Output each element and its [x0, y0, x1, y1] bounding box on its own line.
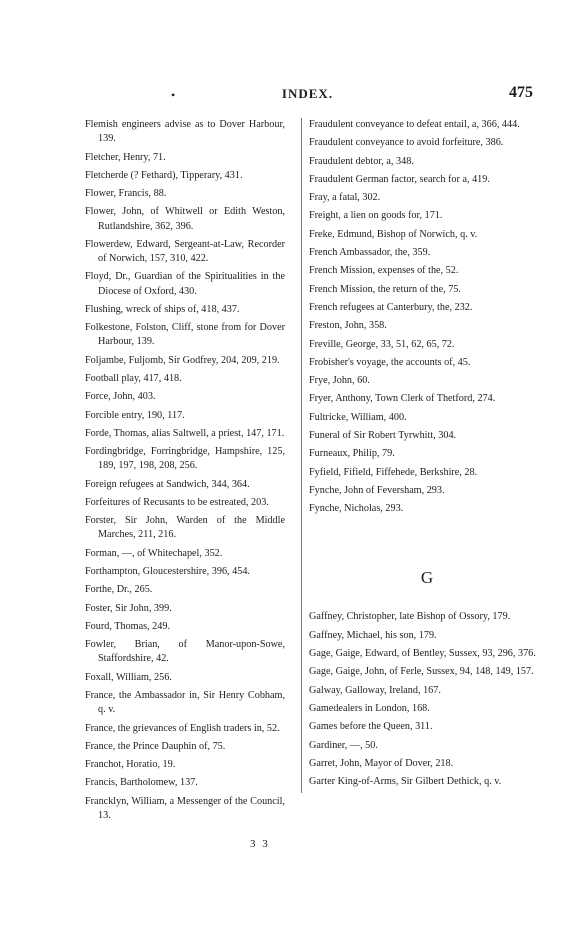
section-letter: G	[420, 568, 434, 588]
index-entry: Fletcher, Henry, 71.	[85, 151, 166, 163]
index-entry: France, the Ambassador in, Sir Henry Cobham, q. v.	[85, 690, 285, 716]
index-entry: Freston, John, 358.	[309, 320, 387, 332]
index-entry: Games before the Queen, 311.	[309, 721, 433, 733]
index-entry: Fray, a fatal, 302.	[309, 192, 381, 204]
index-entry: French Mission, the return of the, 75.	[309, 283, 461, 295]
index-entry: Flower, John, of Whitwell or Edith Weston, Rutlandshire, 362, 396.	[85, 206, 285, 232]
index-entry: Gage, Gaige, Edward, of Bentley, Sussex, 93, 296, 376.	[309, 648, 536, 660]
page-number: 475	[509, 84, 533, 101]
right-column-g-entries	[309, 610, 545, 789]
index-entry: Forfeitures of Recusants to be estreated, 203.	[85, 496, 269, 508]
index-entry: Flushing, wreck of ships of, 418, 437.	[85, 303, 240, 315]
index-entry: Francis, Bartholomew, 137.	[85, 777, 198, 789]
header-dot: •	[171, 88, 176, 102]
index-entry: Forde, Thomas, alias Saltwell, a priest, 147, 171.	[85, 427, 285, 439]
index-entry: Fynche, John of Feversham, 293.	[309, 484, 445, 496]
index-entry: Forthampton, Gloucestershire, 396, 454.	[85, 566, 250, 578]
index-entry: Floyd, Dr., Guardian of the Spiritualities in the Diocese of Oxford, 430.	[85, 271, 285, 297]
index-entry: Forthe, Dr., 265.	[85, 584, 153, 596]
right-column	[301, 118, 545, 793]
right-column-f-entries	[309, 118, 545, 516]
index-entry: Francklyn, William, a Messenger of the Council, 13.	[85, 795, 285, 821]
index-entry: Galway, Galloway, Ireland, 167.	[309, 684, 441, 696]
index-entry: Fowler, Brian, of Manor-upon-Sowe, Staffordshire, 42.	[85, 639, 285, 665]
index-entry: Foster, Sir John, 399.	[85, 602, 172, 614]
index-entry: Fletcherde (? Fethard), Tipperary, 431.	[85, 169, 243, 181]
index-entry: France, the grievances of English traders in, 52.	[85, 722, 280, 734]
left-column	[85, 118, 285, 827]
index-entry: Furneaux, Philip, 79.	[309, 448, 395, 460]
index-entry: Freville, George, 33, 51, 62, 65, 72.	[309, 338, 455, 350]
index-entry: Franchot, Horatio, 19.	[85, 759, 176, 771]
index-entry: Forman, —, of Whitechapel, 352.	[85, 547, 223, 559]
index-entry: Gaffney, Michael, his son, 179.	[309, 629, 437, 641]
index-entry: Fraudulent conveyance to defeat entail, a, 366, 444.	[309, 119, 520, 130]
index-entry: Foxall, William, 256.	[85, 671, 172, 683]
index-entry: Frobisher's voyage, the accounts of, 45.	[309, 356, 471, 368]
index-entry: Forster, Sir John, Warden of the Middle Marches, 211, 216.	[85, 515, 285, 541]
index-entry: French Mission, expenses of the, 52.	[309, 265, 459, 277]
index-entry: Fynche, Nicholas, 293.	[309, 503, 404, 515]
index-entry: Fourd, Thomas, 249.	[85, 620, 170, 632]
index-entry: Force, John, 403.	[85, 391, 156, 403]
index-entry: French refugees at Canterbury, the, 232.	[309, 301, 473, 313]
signature-mark: 3 3	[250, 838, 270, 850]
index-entry: Funeral of Sir Robert Tyrwhitt, 304.	[309, 430, 457, 442]
index-entry: Football play, 417, 418.	[85, 372, 182, 384]
page-title: INDEX.	[281, 86, 334, 101]
index-entry: Garter King-of-Arms, Sir Gilbert Dethick, q. v.	[309, 776, 502, 788]
index-entry: Gage, Gaige, John, of Ferle, Sussex, 94, 148, 149, 157.	[309, 666, 534, 678]
index-entry: Fraudulent debtor, a, 348.	[309, 155, 414, 167]
index-entry: France, the Prince Dauphin of, 75.	[85, 740, 226, 752]
index-entry: Flowerdew, Edward, Sergeant-at-Law, Recorder of Norwich, 157, 310, 422.	[85, 238, 285, 265]
index-entry: Fultricke, William, 400.	[309, 411, 407, 423]
index-entry: Fraudulent conveyance to avoid forfeiture, 386.	[309, 137, 504, 149]
index-entry: Gardiner, —, 50.	[309, 739, 378, 751]
index-entry: Foljambe, Fuljomb, Sir Godfrey, 204, 209, 219.	[85, 354, 280, 366]
index-entry: Flower, Francis, 88.	[85, 188, 167, 200]
index-entry: Forcible entry, 190, 117.	[85, 409, 185, 421]
index-entry: Flemish engineers advise as to Dover Harbour, 139.	[85, 119, 285, 145]
index-entry: Folkestone, Folston, Cliff, stone from for Dover Harbour, 139.	[85, 322, 285, 348]
index-entry: Frye, John, 60.	[309, 375, 370, 387]
index-entry: Garret, John, Mayor of Dover, 218.	[309, 757, 454, 769]
index-entry: Fraudulent German factor, search for a, 419.	[309, 173, 490, 185]
index-entry: Gamedealers in London, 168.	[309, 702, 430, 714]
index-entry: Foreign refugees at Sandwich, 344, 364.	[85, 478, 250, 490]
index-entry: Fordingbridge, Forringbridge, Hampshire, 125, 189, 197, 198, 208, 256.	[85, 446, 285, 472]
index-entry: Freke, Edmund, Bishop of Norwich, q. v.	[309, 228, 478, 240]
index-entry: Freight, a lien on goods for, 171.	[309, 210, 443, 222]
index-entry: Gaffney, Christopher, late Bishop of Ossory, 179.	[309, 611, 511, 623]
index-entry: Fyfield, Fifield, Fiffehede, Berkshire, 28.	[309, 466, 478, 478]
running-head	[78, 86, 537, 108]
index-entry: French Ambassador, the, 359.	[309, 247, 431, 259]
index-entry: Fryer, Anthony, Town Clerk of Thetford, 274.	[309, 393, 496, 405]
